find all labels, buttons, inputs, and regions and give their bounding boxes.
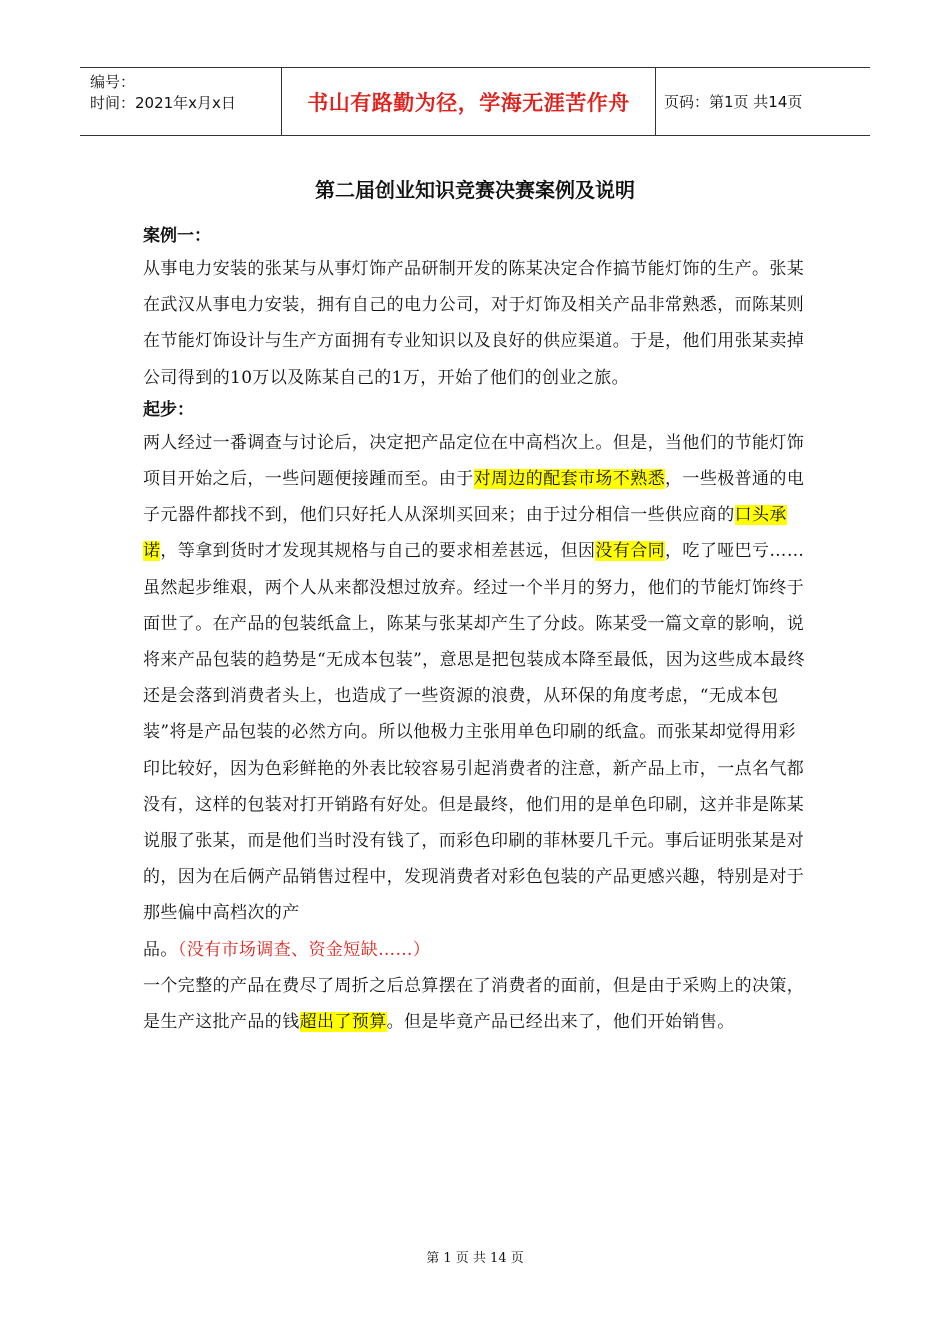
start-paragraph-4: [143, 968, 808, 1040]
highlight-unfamiliar-market: 对周边的配套市场不熟悉: [473, 469, 666, 490]
time-label: 时间：2021年x月x日: [90, 94, 236, 112]
header-table: [80, 67, 870, 136]
text-run: 两人经过一番调查与讨论后，决定把产品定位在中高档次上。但是，当他们的节能灯饰项目开始之后，一些问题便接踵而至。由于: [143, 432, 805, 490]
start-heading: 起步：: [143, 399, 194, 420]
document-body: [143, 222, 808, 1040]
text-run: ，等拿到货时才发现其规格与自己的要求相差甚远，但因: [160, 541, 596, 562]
text-run: ，一些极普通的电子元器件都找不到，他们只好托人从深圳买回来；由于过分相信一些供应商的: [143, 469, 805, 526]
motto-text: 书山有路勤为径，学海无涯苦作舟: [307, 90, 630, 115]
text-run: 。但是毕竟产品已经出来了，他们开始销售。: [386, 1012, 735, 1033]
highlight-verbal-promise: 口头承诺: [143, 505, 787, 562]
header-motto-cell: [281, 68, 656, 135]
case-one-heading: 案例一：: [143, 226, 211, 246]
case-one-paragraph: 从事电力安装的张某与从事灯饰产品研制开发的陈某决定合作搞节能灯饰的生产。张某在武汉从事电力安装，拥有自己的电力公司，对于灯饰及相关产品非常熟悉，而陈某则在节能灯饰设计与生产方面拥有专业知识以及良好的供应渠道。于是，他们用张某卖掉公司得到的10万以及陈某自己的1万，开始了他们的创业之旅。: [143, 259, 805, 388]
page-number-label: 页码：第1页 共14页: [664, 93, 803, 111]
document-title: 第二届创业知识竞赛决赛案例及说明: [315, 178, 635, 202]
text-run: 一个完整的产品在费尽了周折之后总算摆在了消费者的面前，但是由于采购上的决策，是生产这批产品的钱: [143, 975, 805, 1033]
text-run: 品。: [143, 939, 178, 960]
header-page-cell: [656, 68, 870, 135]
page-footer: 第 1 页 共 14 页: [426, 1251, 524, 1266]
start-paragraph-3: [143, 932, 808, 968]
number-label: 编号：: [90, 73, 136, 91]
start-paragraph-2: 虽然起步维艰，两个人从来都没想过放弃。经过一个半月的努力，他们的节能灯饰终于面世了。在产品的包装纸盒上，陈某与张某却产生了分歧。陈某受一篇文章的影响，说将来产品包装的趋势是“无成本包装”，意思是把包装成本降至最低，因为这些成本最终还是会落到消费者头上，也造成了一些资源的浪费，从环保的角度考虑，“无成本包装”将是产品包装的必然方向。所以他极力主张用单色印刷的纸盒。而张某却觉得用彩印比较好，因为色彩鲜艳的外表比较容易引起消费者的注意，新产品上市，一点名气都没有，这样的包装对打开销路有好处。但是最终，他们用的是单色印刷，这并非是陈某说服了张某，而是他们当时没有钱了，而彩色印刷的菲林要几千元。事后证明张某是对的，因为在后俩产品销售过程中，发现消费者对彩色包装的产品更感兴趣，特别是对于那些偏中高档次的产: [143, 577, 805, 924]
highlight-over-budget: 超出了预算: [299, 1012, 387, 1033]
highlight-no-contract: 没有合同: [595, 541, 666, 562]
header-info-cell: [80, 68, 281, 135]
red-annotation: （没有市场调查、资金短缺……）: [177, 939, 431, 960]
start-paragraph-1: [143, 425, 808, 570]
text-run: ，吃了哑巴亏……: [665, 541, 805, 562]
